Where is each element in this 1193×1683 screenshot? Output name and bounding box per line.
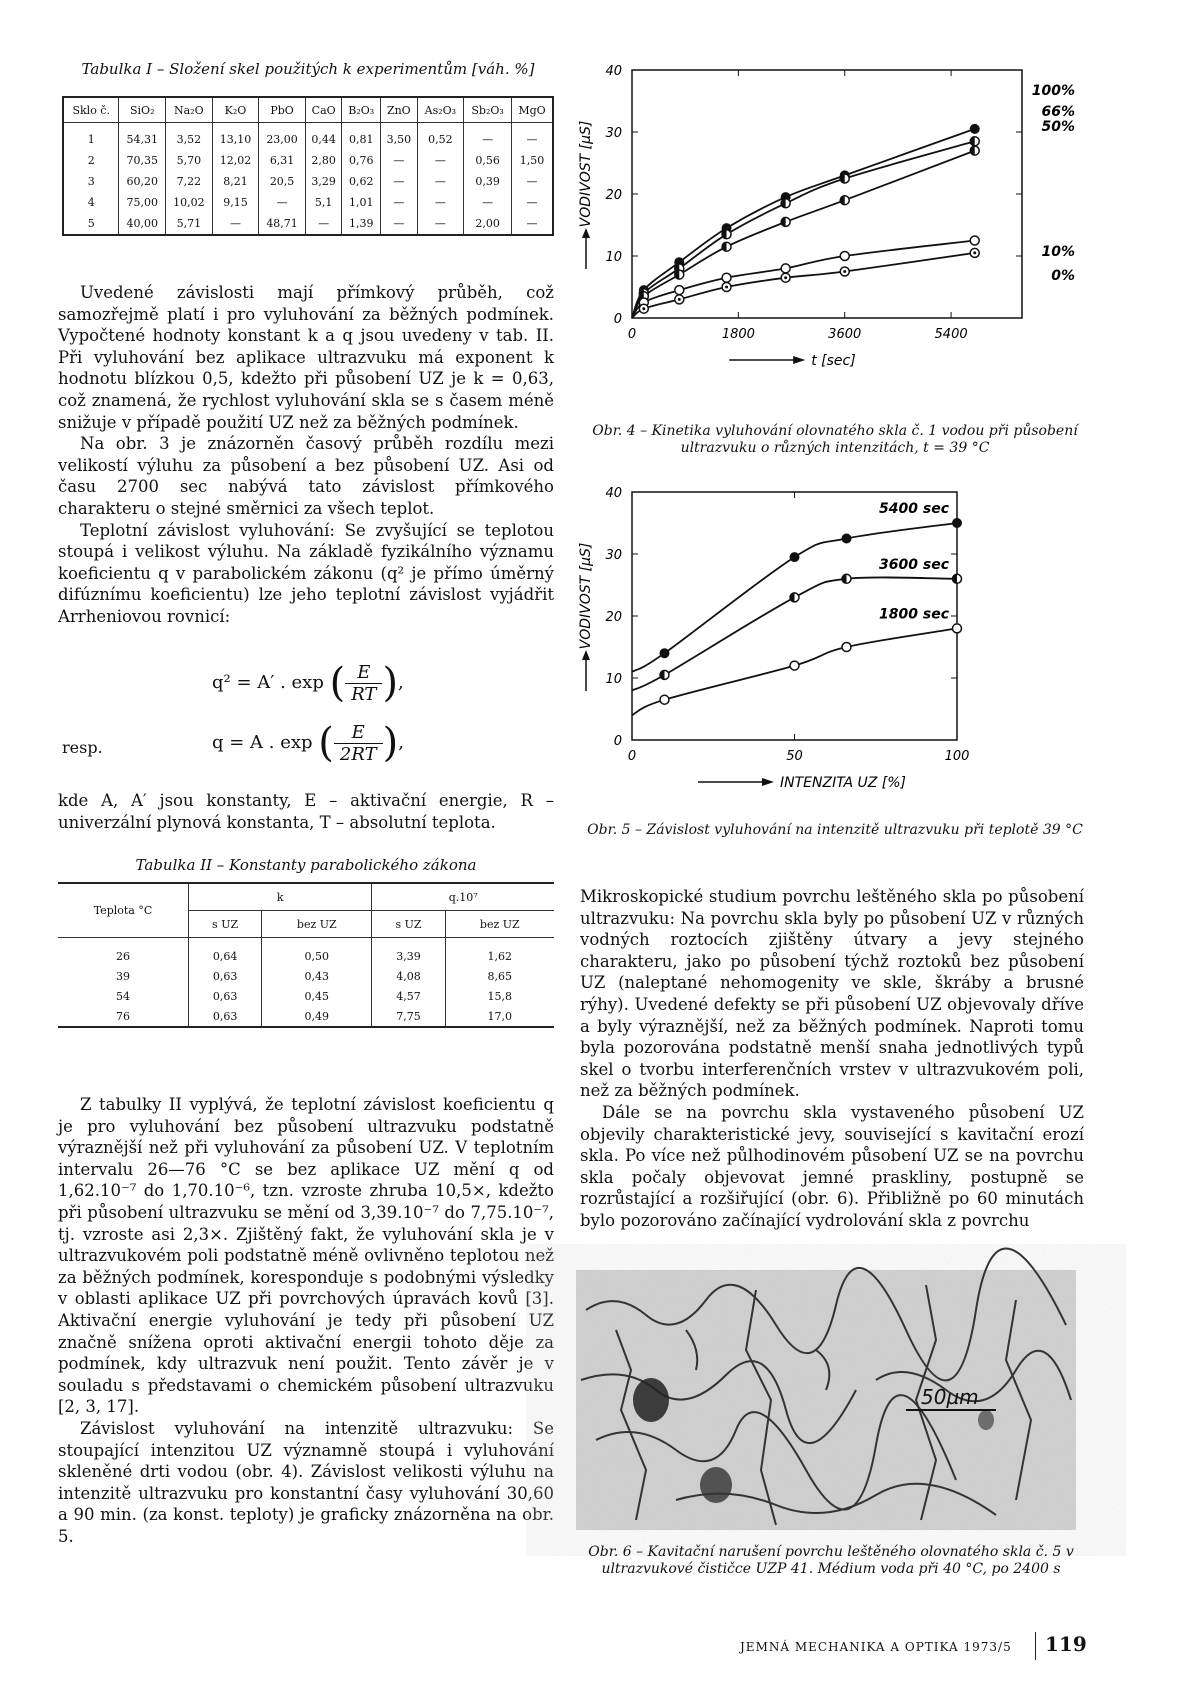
- table1-header-cell: SiO₂: [119, 97, 166, 123]
- table1-cell: —: [212, 213, 259, 235]
- x-axis-arrowhead: [762, 778, 774, 786]
- data-point-center: [784, 276, 787, 279]
- data-point: [970, 236, 979, 245]
- table1-cell: —: [526, 175, 538, 188]
- formula-lhs: q = A . exp: [212, 732, 313, 753]
- table1-cell: 1: [63, 123, 119, 151]
- table1-header-cell: Na₂O: [166, 97, 213, 123]
- table1-cell: —: [526, 196, 538, 209]
- table2-row: [58, 1006, 554, 1027]
- x-tick-label: 0: [627, 327, 637, 342]
- formula-denominator: 2RT: [339, 743, 377, 765]
- table2-cell: 0,64: [189, 938, 262, 967]
- table2-cell: 0,63: [189, 1006, 262, 1027]
- table1-row: [63, 150, 553, 171]
- table2-row: [58, 986, 554, 1006]
- y-tick-label: 40: [605, 486, 622, 501]
- table1-cell: —: [381, 150, 418, 171]
- series-label: 66%: [1041, 104, 1075, 120]
- data-point-center: [973, 251, 976, 254]
- y-tick-label: 30: [605, 126, 622, 141]
- table1-cell: 1,50: [519, 154, 545, 167]
- table1-cell: 10,02: [166, 192, 213, 213]
- series-label: 5400 sec: [879, 501, 949, 517]
- data-point: [840, 252, 849, 261]
- table1-header-cell: MgO: [512, 97, 553, 123]
- data-point: [675, 286, 684, 295]
- table1-cell: —: [417, 171, 464, 192]
- table2-header-row: [58, 883, 554, 911]
- series-label: 3600 sec: [879, 556, 949, 573]
- formula-arrhenius-1: q² = A′ . exp ( $\frac{E}{RT}$ ),: [212, 660, 404, 706]
- pit-mark: [978, 1410, 994, 1430]
- table1-cell: 4: [63, 192, 119, 213]
- figure-6-caption: Obr. 6 – Kavitační narušení povrchu leštěného olovnatého skla č. 5 v ultrazvukové čističce UZP 41. Médium voda při 40 °C, po 2400 s: [588, 1544, 1074, 1577]
- table1-cell: 5,71: [166, 213, 213, 235]
- table1-cell: 1,39: [342, 213, 381, 235]
- table2-cell: 4,57: [372, 986, 445, 1006]
- table1-header-cell: CaO: [305, 97, 342, 123]
- table1-cell: 48,71: [259, 213, 306, 235]
- pit-mark: [700, 1467, 732, 1503]
- table1-cell: —: [417, 192, 464, 213]
- y-tick-label: 20: [605, 610, 622, 625]
- formula-denominator: RT: [351, 683, 377, 705]
- page-number: 119: [1045, 1632, 1087, 1656]
- data-point: [842, 643, 851, 652]
- table1-cell: 2: [63, 150, 119, 171]
- table1-cell: —: [259, 192, 306, 213]
- table1-header-cell: K₂O: [212, 97, 259, 123]
- figure-5-caption: Obr. 5 – Závislost vyluhování na intenzitě ultrazvuku při teplotě 39 °C: [587, 822, 1083, 838]
- y-tick-label: 0: [613, 734, 622, 749]
- y-axis-label: VODIVOST [µS]: [578, 120, 594, 228]
- table2-h-teplota: Teplota °C: [58, 883, 189, 938]
- table1-cell: —: [526, 217, 538, 230]
- table2-cell: 54: [116, 989, 130, 1003]
- table1-cell: 7,22: [166, 171, 213, 192]
- plot-frame: [632, 70, 1022, 318]
- x-tick-label: 100: [944, 749, 970, 764]
- table2-cell: 0,43: [262, 966, 372, 986]
- table1-cell: 60,20: [119, 171, 166, 192]
- table2-cell: 0,49: [262, 1006, 372, 1027]
- data-point: [781, 264, 790, 273]
- paragraph: Teplotní závislost vyluhování: Se zvyšující se teplotou stoupá i velikost výluhu. Na základě fyzikálního významu koeficientu q v parabolickém zákonu (q² je přímo úměrný difúznímu koeficientu) lze jeho teplotní závislost vyjádřit Arrheniovou rovnicí:: [58, 520, 554, 626]
- table1-cell: —: [417, 213, 464, 235]
- series-label: 0%: [1051, 268, 1075, 284]
- table1-cell: 2,00: [464, 213, 512, 235]
- table1-cell: —: [381, 192, 418, 213]
- formula-arrhenius-2: q = A . exp ( $\frac{E}{2RT}$ ),: [212, 720, 404, 766]
- table1-cell: 0,62: [342, 171, 381, 192]
- footer-divider: [1035, 1632, 1036, 1660]
- table1-body: [63, 123, 553, 236]
- table2-caption: Tabulka II – Konstanty parabolického zákona: [135, 856, 477, 874]
- table1-cell: 1,01: [342, 192, 381, 213]
- table2-cell: 3,39: [372, 938, 445, 967]
- table1-row: [63, 123, 553, 151]
- table1-cell: —: [381, 213, 418, 235]
- x-tick-label: 50: [786, 749, 803, 764]
- table1-cell: 0,44: [305, 123, 342, 151]
- table1-cell: 75,00: [119, 192, 166, 213]
- table2-cell: 76: [116, 1009, 130, 1023]
- table1-header-cell: ZnO: [381, 97, 418, 123]
- table1-cell: 8,21: [212, 171, 259, 192]
- table2-cell: 26: [116, 949, 130, 963]
- table1-cell: 3: [63, 171, 119, 192]
- y-axis-label: VODIVOST [µS]: [578, 542, 594, 650]
- paragraph: Z tabulky II vyplývá, že teplotní závislost koeficientu q je pro vyluhování bez působení ultrazvuku podstatně výraznější než při vyluhování za působení UZ. V teplotním intervalu 26—76 °C se bez aplikace UZ mění q od 1,62.10⁻⁷ do 1,70.10⁻⁶, tzn. vzroste zhruba 10,5×, kdežto při působení ultrazvuku se mění od 3,39.10⁻⁷ do 7,75.10⁻⁷, tj. vzroste asi 2,3×. Zjištěný fakt, že vyluhování skla je v ultrazvukovém poli podstatně méně ovlivněno teplotou než za běžných podmínek, koresponduje s podobnými výsledky v oblasti aplikace UZ při povrchových úpravách kovů [3]. Aktivační energie vyluhování je tedy při působení UZ značně snížena oproti aktivační energii tohoto děje za podmínek, kdy ultrazvuk není použit. Tento závěr je v souladu s představami o chemickém působení ultrazvuku [2, 3, 17].: [58, 1095, 554, 1417]
- series-label: 100%: [1031, 83, 1075, 99]
- table1-cell: 3,52: [166, 123, 213, 151]
- table1-cell: 0,39: [464, 171, 512, 192]
- table2-sub: bez UZ: [445, 911, 554, 938]
- y-tick-label: 30: [605, 548, 622, 563]
- table2-row: [58, 966, 554, 986]
- scale-label: 50µm: [921, 1385, 979, 1409]
- table2-cell: 0,63: [189, 986, 262, 1006]
- table2-cell: 0,45: [262, 986, 372, 1006]
- data-point-center: [725, 286, 728, 289]
- table1-row: [63, 171, 553, 192]
- table1-header-cell: As₂O₃: [417, 97, 464, 123]
- figure-4-caption: Obr. 4 – Kinetika vyluhování olovnatého skla č. 1 vodou při působení ultrazvuku o různých intenzitách, t = 39 °C: [592, 423, 1078, 456]
- left-text-block-1: [58, 282, 554, 628]
- figure-4-chart: [578, 58, 1090, 418]
- data-point: [790, 553, 799, 562]
- table1-row: [63, 213, 553, 235]
- table1-cell: —: [305, 213, 342, 235]
- data-point: [790, 661, 799, 670]
- table1-cell: —: [526, 133, 538, 146]
- data-point: [722, 273, 731, 282]
- figure-5-chart: [578, 480, 1090, 810]
- data-point: [953, 519, 962, 528]
- table2: [58, 882, 554, 1028]
- formula-numerator: E: [334, 722, 383, 744]
- pit-mark: [633, 1378, 669, 1422]
- table2-cell: 8,65: [445, 966, 554, 986]
- y-tick-label: 20: [605, 188, 622, 203]
- paragraph: kde A, A′ jsou konstanty, E – aktivační energie, R – univerzální plynová konstanta, T – absolutní teplota.: [58, 791, 554, 832]
- y-axis-arrowhead: [582, 228, 590, 238]
- table1-header-cell: Sklo č.: [63, 97, 119, 123]
- series-line: [632, 241, 975, 319]
- table1-header-cell: B₂O₃: [342, 97, 381, 123]
- table1-header-cell: PbO: [259, 97, 306, 123]
- paragraph: Mikroskopické studium povrchu leštěného skla po působení ultrazvuku: Na povrchu skla byly po působení UZ v různých vodných roztocích zjištěny útvary a jevy stejného charakteru, jako po působení týchž roztoků bez působení UZ (naleptané nehomogenity ve skle, škráby a brusné rýhy). Uvedené defekty se při působení UZ objevovaly dříve a byly výraznější, než za běžných podmínek. Naproti tomu byla pozorována podstatně menší snaha jednotlivých typů skel o tvorbu interferenčních vrstev v ultrazvukovém poli, než za běžných podmínek.: [580, 887, 1084, 1101]
- table1-cell: 9,15: [212, 192, 259, 213]
- table1-cell: 5,1: [305, 192, 342, 213]
- table2-sub: s UZ: [372, 911, 445, 938]
- x-tick-label: 3600: [828, 327, 862, 342]
- paragraph: Na obr. 3 je znázorněn časový průběh rozdílu mezi velikostí výluhu za působení a bez působení UZ. Asi od času 2700 sec nabývá tato závislost přímkového charakteru o stejné směrnici za všech teplot.: [58, 434, 554, 518]
- data-point-center: [678, 298, 681, 301]
- table2-cell: 4,08: [372, 966, 445, 986]
- formula-lhs: q² = A′ . exp: [212, 672, 324, 693]
- table2-row: [58, 938, 554, 967]
- table2-body: [58, 938, 554, 1028]
- y-tick-label: 10: [605, 250, 622, 265]
- table1-cell: 3,29: [305, 171, 342, 192]
- series-label: 1800 sec: [879, 606, 949, 623]
- paragraph: Závislost vyluhování na intenzitě ultrazvuku: Se stoupající intenzitou UZ významně stoupá i vyluhování skleněné drti vodou (obr. 4). Závislost velikosti výluhu na intenzitě ultrazvuku pro konstantní časy vyluhování 30,60 a 90 min. (za konst. teploty) je graficky znázorněna na obr. 5.: [58, 1418, 554, 1546]
- table1-cell: 0,56: [464, 150, 512, 171]
- table1-row: [63, 192, 553, 213]
- table1-cell: 70,35: [119, 150, 166, 171]
- table2-sub: s UZ: [189, 911, 262, 938]
- table1-cell: —: [464, 192, 512, 213]
- table2-h-q: q.10⁷: [372, 883, 554, 911]
- series-label: 10%: [1041, 244, 1075, 260]
- table1-cell: —: [464, 123, 512, 151]
- table1-cell: 2,80: [305, 150, 342, 171]
- paragraph: Uvedené závislosti mají přímkový průběh, což samozřejmě platí i pro vyluhování za běžných podmínek. Vypočtené hodnoty konstant k a q jsou uvedeny v tab. II. Při vyluhování bez aplikace ultrazvuku má exponent k hodnotu blízkou 0,5, kdežto při působení UZ je k = 0,63, což znamená, že rychlost vyluhování skla se s časem méně snižuje v případě použití UZ než za běžných podmínek.: [58, 283, 554, 432]
- y-tick-label: 40: [605, 64, 622, 79]
- table2-h-k: k: [189, 883, 372, 911]
- table2-sub: bez UZ: [262, 911, 372, 938]
- table1-cell: 54,31: [119, 123, 166, 151]
- formula-tail: ,: [398, 732, 404, 753]
- table1-cell: 5: [63, 213, 119, 235]
- right-text-block: [580, 886, 1084, 1232]
- formula-tail: ,: [398, 672, 404, 693]
- series-label: 50%: [1041, 119, 1075, 135]
- table1-cell: 23,00: [259, 123, 306, 151]
- table1-cell: 0,81: [342, 123, 381, 151]
- x-tick-label: 5400: [934, 327, 968, 342]
- x-axis-arrowhead: [793, 356, 805, 364]
- x-axis-label: INTENZITA UZ [%]: [780, 775, 906, 791]
- figure-6-micrograph: [576, 1270, 1076, 1530]
- table1-cell: 20,5: [259, 171, 306, 192]
- data-point-center: [642, 307, 645, 310]
- y-tick-label: 0: [613, 312, 622, 327]
- table2-cell: 0,50: [262, 938, 372, 967]
- table2-cell: 1,62: [445, 938, 554, 967]
- y-tick-label: 10: [605, 672, 622, 687]
- left-text-block-2: [58, 790, 554, 833]
- x-tick-label: 1800: [721, 327, 755, 342]
- table1-cell: —: [417, 150, 464, 171]
- table1-header-cell: Sb₂O₃: [464, 97, 512, 123]
- table1: [62, 96, 554, 236]
- table1-cell: 0,52: [417, 123, 464, 151]
- paragraph: Dále se na povrchu skla vystaveného působení UZ objevily charakteristické jevy, související s kavitační erozí skla. Po více než půlhodinovém působení UZ se na povrchu skla počaly objevovat jemné praskliny, postupně se rozrůstající a rozšiřující (obr. 6). Přibližně po 60 minutách bylo pozorováno začínající vydrolování skla z povrchu: [580, 1102, 1084, 1230]
- table1-header-row: [63, 97, 553, 123]
- left-text-block-3: [58, 1094, 554, 1547]
- y-axis-arrowhead: [582, 650, 590, 660]
- data-point: [970, 124, 979, 133]
- table1-cell: 5,70: [166, 150, 213, 171]
- table2-cell: 15,8: [445, 986, 554, 1006]
- table1-cell: 0,76: [342, 150, 381, 171]
- data-point-center: [843, 270, 846, 273]
- table2-cell: 39: [116, 969, 130, 983]
- table1-cell: 6,31: [259, 150, 306, 171]
- data-point: [953, 624, 962, 633]
- table2-cell: 17,0: [445, 1006, 554, 1027]
- table1-cell: —: [381, 171, 418, 192]
- data-point: [660, 649, 669, 658]
- data-point: [842, 534, 851, 543]
- table1-cell: 40,00: [119, 213, 166, 235]
- table1-cell: 13,10: [212, 123, 259, 151]
- table2-cell: 0,63: [189, 966, 262, 986]
- table2-cell: 7,75: [372, 1006, 445, 1027]
- journal-footer: JEMNÁ MECHANIKA A OPTIKA 1973/5: [740, 1640, 1012, 1654]
- x-axis-label: t [sec]: [811, 353, 856, 369]
- table1-caption: Tabulka I – Složení skel použitých k experimentům [váh. %]: [81, 60, 535, 78]
- formula-numerator: E: [345, 662, 382, 684]
- formula-resp-label: resp.: [62, 738, 103, 757]
- table1-cell: 12,02: [212, 150, 259, 171]
- x-tick-label: 0: [627, 749, 637, 764]
- data-point: [660, 695, 669, 704]
- table1-cell: 3,50: [381, 123, 418, 151]
